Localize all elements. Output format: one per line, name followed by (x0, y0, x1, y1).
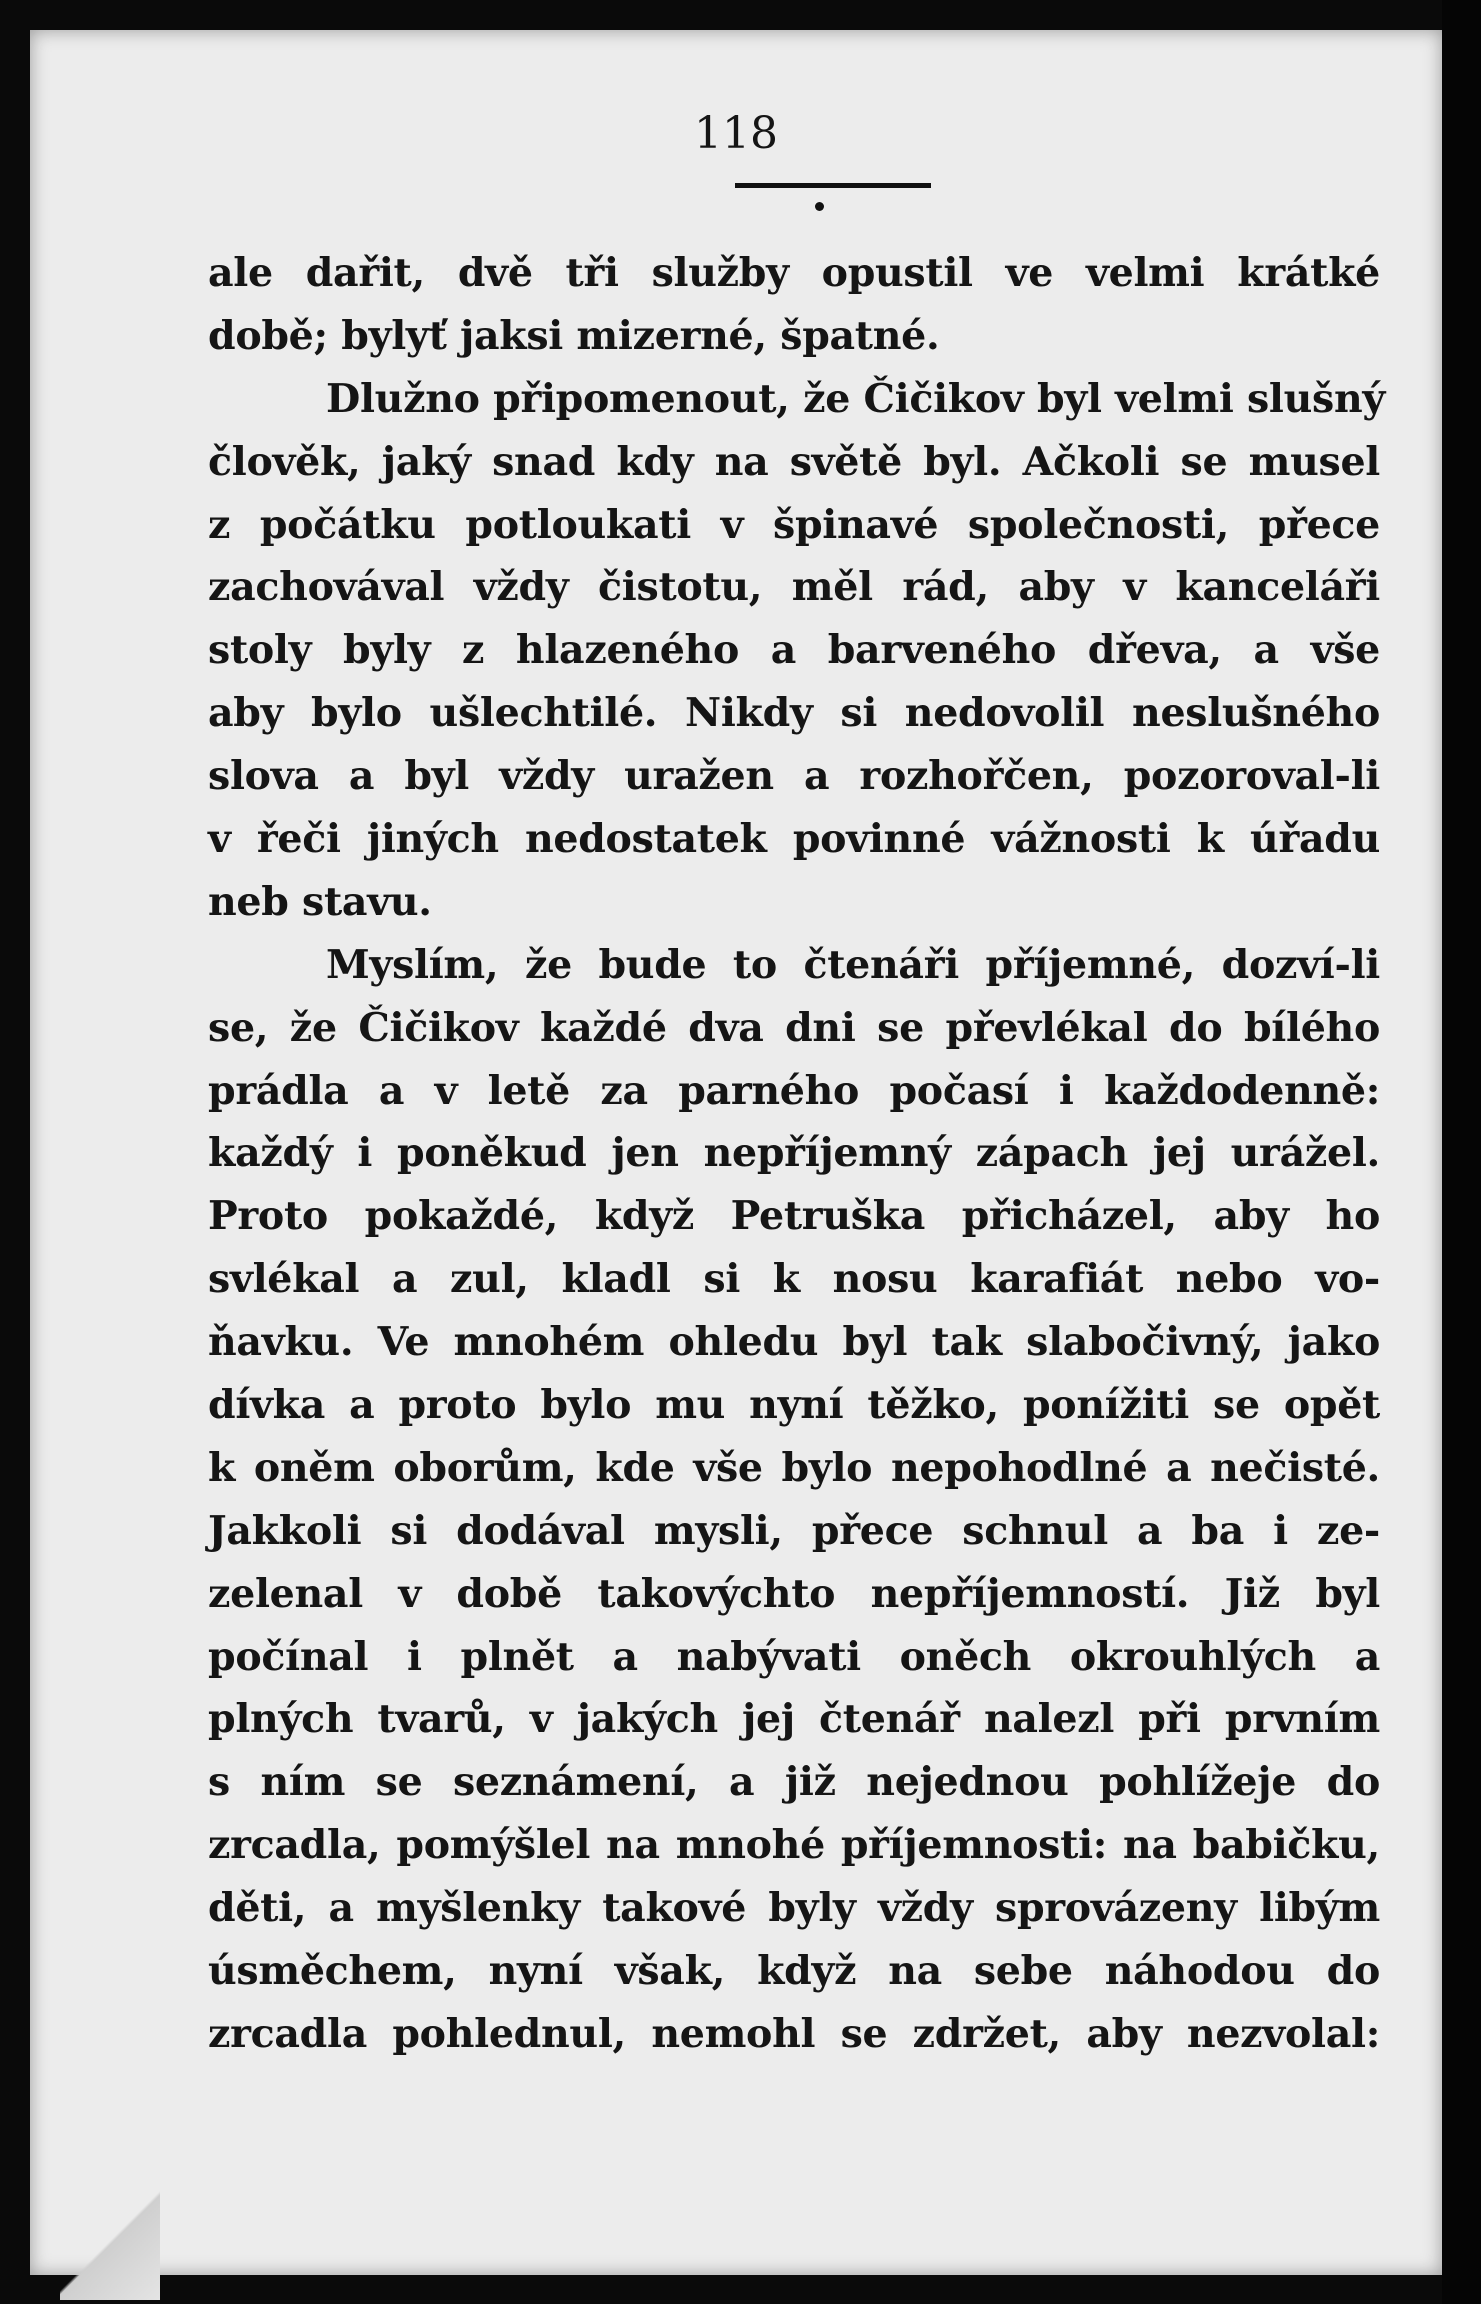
text-line: Myslím, že bude to čtenáři příjemné, dozví-li (326, 941, 1380, 988)
text-line: aby bylo ušlechtilé. Nikdy si nedovolil neslušného (208, 690, 1380, 737)
text-line: děti, a myšlenky takové byly vždy sprovázeny libým (208, 1885, 1380, 1932)
text-line: Dlužno připomenout, že Čičikov byl velmi slušný (326, 375, 1386, 422)
book-page (30, 30, 1442, 2275)
text-line: Jakkoli si dodával mysli, přece schnul a ba i ze- (208, 1507, 1380, 1554)
text-line: prádla a v letě za parného počasí i každodenně: (208, 1067, 1380, 1114)
text-line: každý i poněkud jen nepříjemný zápach jej urážel. (208, 1130, 1380, 1177)
text-line: člověk, jaký snad kdy na světě byl. Ačkoli se musel (208, 438, 1380, 485)
body-text (208, 242, 1386, 2066)
text-line: z počátku potloukati v špinavé společnosti, přece (208, 501, 1380, 548)
text-line: zrcadla pohlednul, nemohl se zdržet, aby nezvolal: (208, 2010, 1380, 2057)
text-line: ňavku. Ve mnohém ohledu byl tak slabočivný, jako (208, 1319, 1380, 1366)
text-line: neb stavu. (208, 878, 432, 925)
text-line: zrcadla, pomýšlel na mnohé příjemnosti: na babičku, (208, 1822, 1380, 1869)
text-line: slova a byl vždy uražen a rozhořčen, pozoroval-li (208, 753, 1380, 800)
text-line: v řeči jiných nedostatek povinné vážnosti k úřadu (208, 816, 1380, 863)
text-line: ale dařit, dvě tři služby opustil ve velmi krátké (208, 250, 1380, 296)
text-line: době; bylyť jaksi mizerné, špatné. (208, 312, 940, 359)
text-line: s ním se seznámení, a již nejednou pohlížeje do (208, 1759, 1380, 1806)
text-line: svlékal a zul, kladl si k nosu karafiát nebo vo- (208, 1256, 1380, 1303)
scan-border (1442, 0, 1481, 2304)
text-line: plných tvarů, v jakých jej čtenář nalezl při prvním (208, 1696, 1380, 1743)
text-line: k oněm oborům, kde vše bylo nepohodlné a nečisté. (208, 1444, 1380, 1491)
folded-corner (60, 2190, 160, 2300)
page-number: 118 (694, 108, 778, 159)
text-line: úsměchem, nyní však, když na sebe náhodou do (208, 1948, 1380, 1995)
text-line: počínal i plnět a nabývati oněch okrouhlých a (208, 1633, 1380, 1680)
text-line: dívka a proto bylo mu nyní těžko, ponížiti se opět (208, 1382, 1380, 1429)
text-line: se, že Čičikov každé dva dni se převlékal do bílého (208, 1004, 1380, 1051)
text-line: Proto pokaždé, když Petruška přicházel, aby ho (208, 1193, 1380, 1240)
text-line: zelenal v době takovýchto nepříjemností. Již byl (208, 1570, 1380, 1617)
header-rule (735, 183, 931, 188)
text-line: stoly byly z hlazeného a barveného dřeva, a vše (208, 627, 1380, 674)
text-line: zachovával vždy čistotu, měl rád, aby v kanceláři (208, 564, 1380, 611)
header-ornament (815, 202, 824, 211)
